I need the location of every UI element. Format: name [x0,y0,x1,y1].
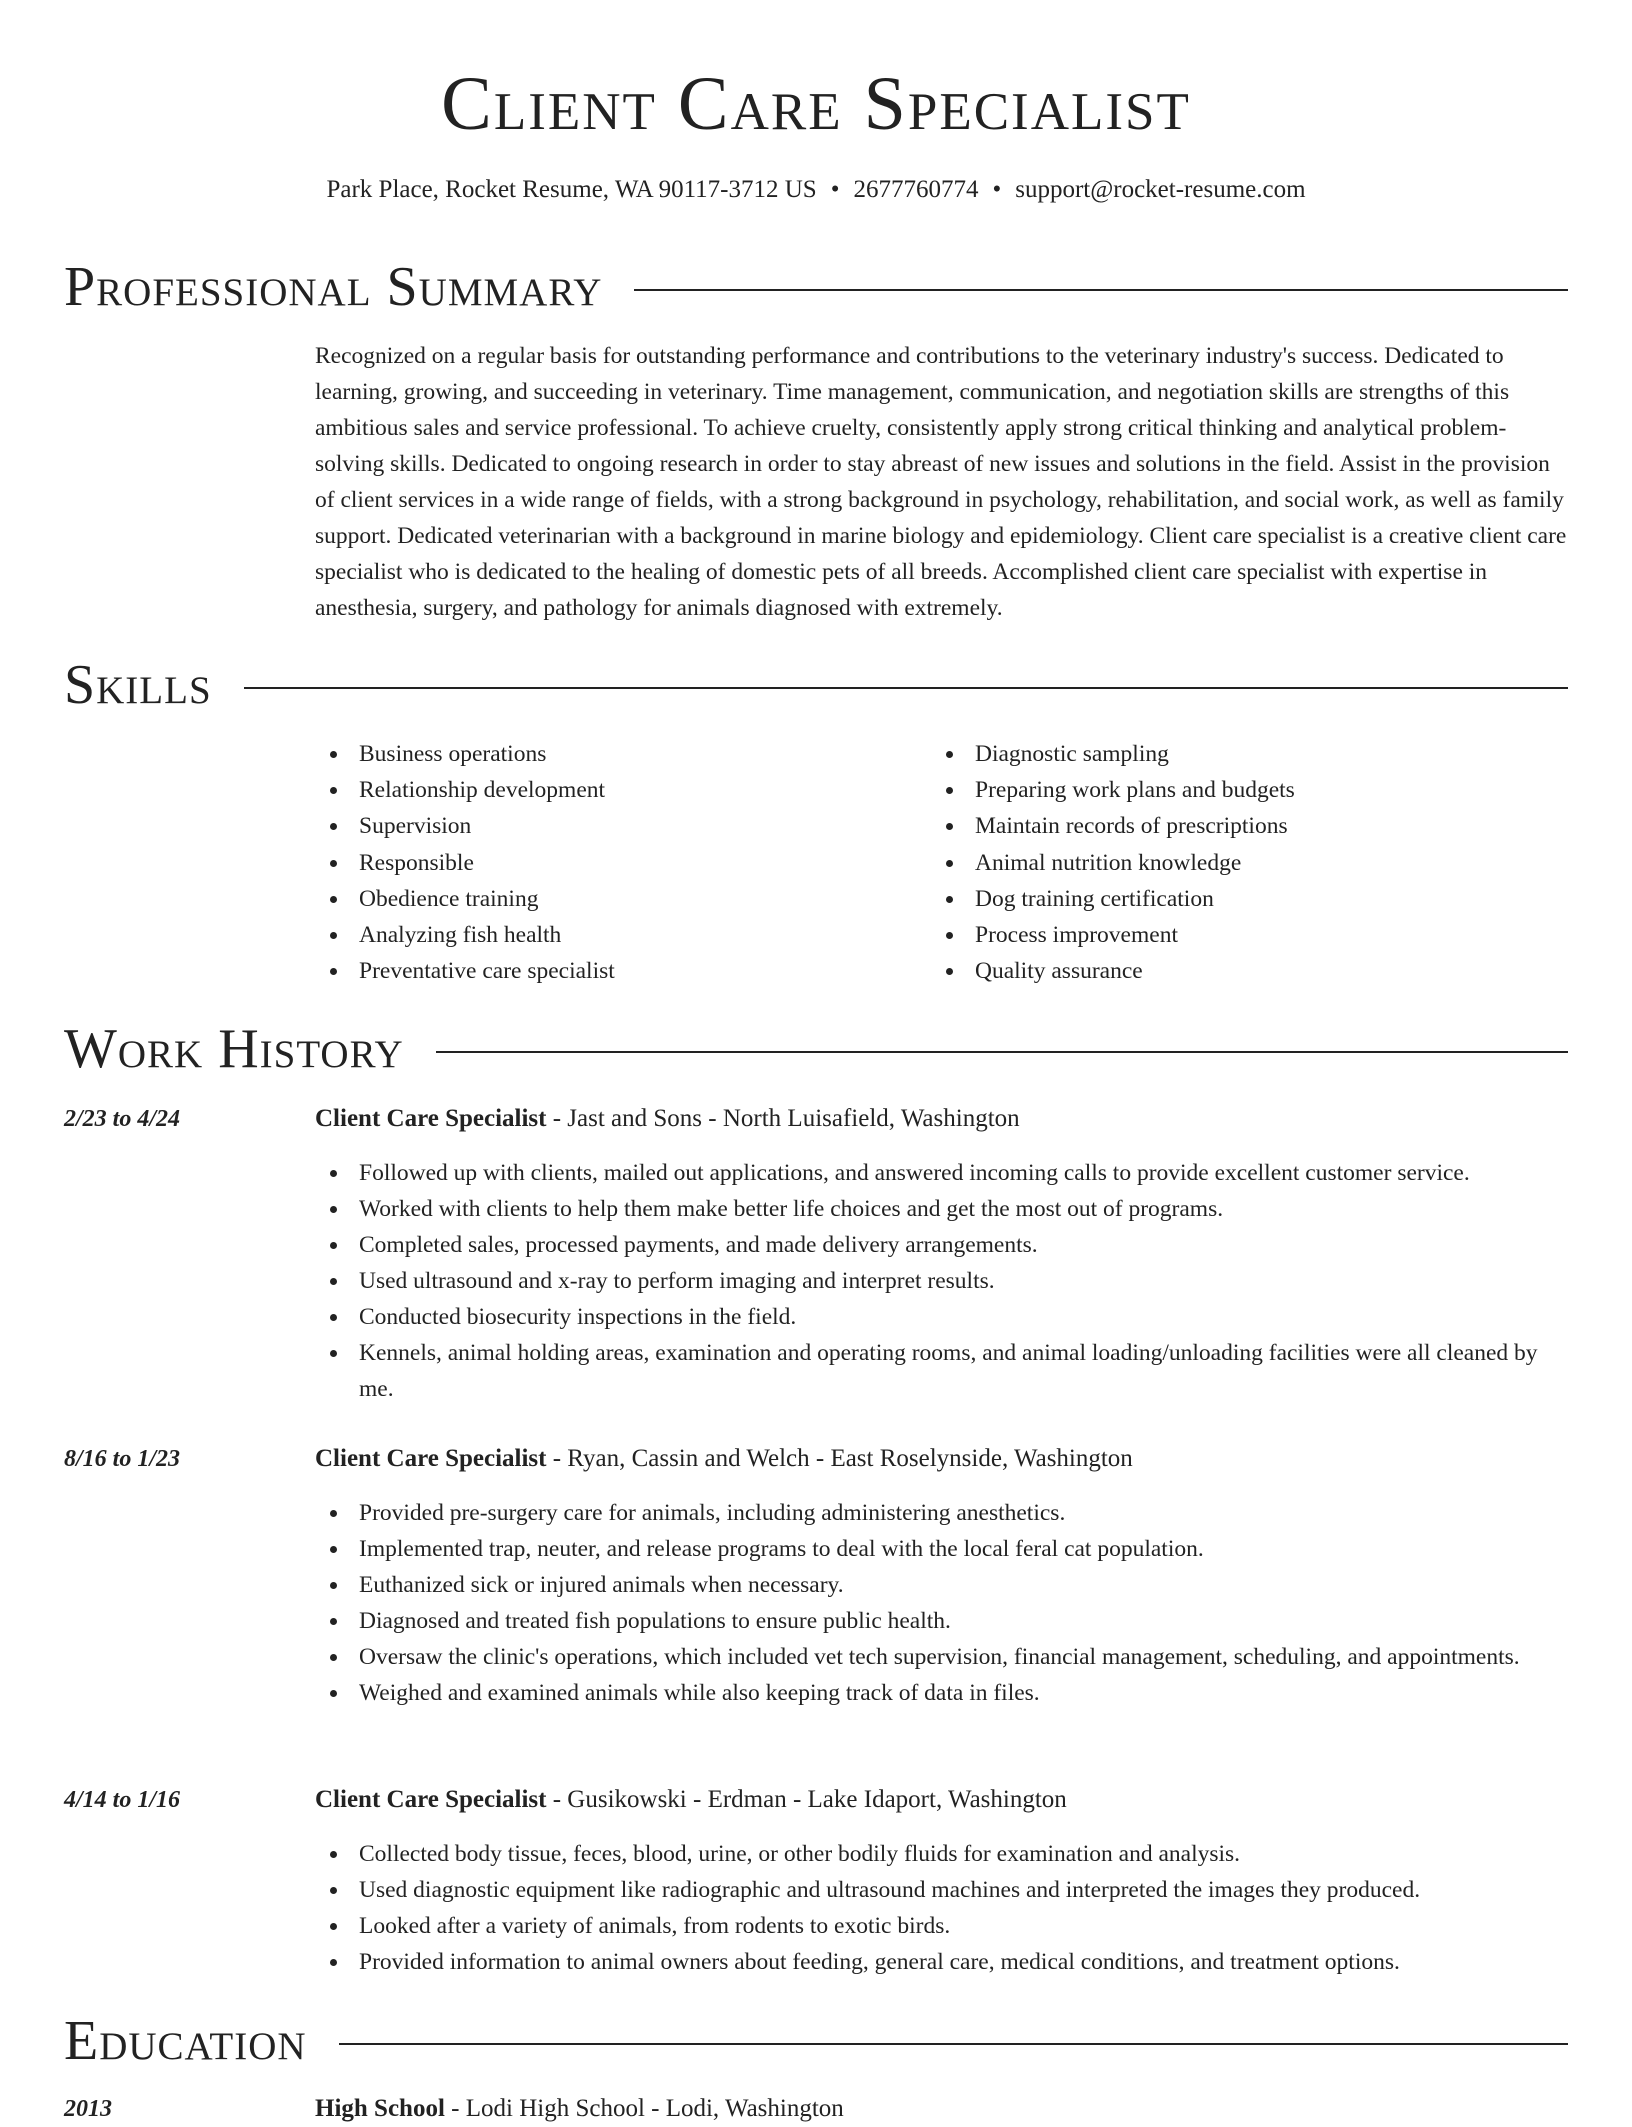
job-bullet: Provided pre-surgery care for animals, including administering anesthetics. [315,1495,1570,1531]
skill-item: Dog training certification [931,881,1571,917]
skill-item: Maintain records of prescriptions [931,808,1571,844]
skill-item: Supervision [315,808,895,844]
skill-item: Quality assurance [931,953,1571,989]
job-header [315,1101,1570,1137]
section-divider [634,289,1568,291]
job-header [315,1782,1570,1818]
summary-section-header [64,252,1568,322]
job-header [315,1441,1570,1477]
job-bullets [315,1495,1570,1711]
job-bullet: Weighed and examined animals while also keeping track of data in files. [315,1675,1570,1711]
job-dates: 2/23 to 4/24 [64,1106,181,1132]
skill-item: Preventative care specialist [315,953,895,989]
job-bullet: Looked after a variety of animals, from rodents to exotic birds. [315,1908,1570,1944]
job-company: - Gusikowski - Erdman - Lake Idaport, Washington [546,1786,1067,1813]
skill-item: Relationship development [315,772,895,808]
job-bullet: Conducted biosecurity inspections in the field. [315,1299,1570,1335]
contact-phone: 2677760774 [853,176,979,203]
job-title: Client Care Specialist [315,1105,547,1132]
job-bullet: Kennels, animal holding areas, examination and operating rooms, and animal loading/unloading facilities were all cleaned by me. [315,1335,1570,1407]
job-bullet: Oversaw the clinic's operations, which included vet tech supervision, financial management, scheduling, and appointments. [315,1639,1570,1675]
job-bullet: Used ultrasound and x-ray to perform imaging and interpret results. [315,1263,1570,1299]
section-divider [339,2043,1568,2045]
job-bullet: Diagnosed and treated fish populations to ensure public health. [315,1603,1570,1639]
job-bullet: Provided information to animal owners about feeding, general care, medical conditions, and treatment options. [315,1944,1570,1980]
skill-item: Obedience training [315,881,895,917]
summary-text: Recognized on a regular basis for outstanding performance and contributions to the veterinary industry's success. Dedicated to learning, growing, and succeeding in veterinary. Time management, communication, and negotiation skills are strengths of this ambitious sales and service professional. To achieve cruelty, consistently apply strong critical thinking and analytical problem-solving skills. Dedicated to ongoing research in order to stay abreast of new issues and solutions in the field. Assist in the provision of client services in a wide range of fields, with a strong background in psychology, rehabilitation, and social work, as well as family support. Dedicated veterinarian with a background in marine biology and epidemiology. Client care specialist is a creative client care specialist who is dedicated to the healing of domestic pets of all breeds. Accomplished client care specialist with expertise in anesthesia, surgery, and pathology for animals diagnosed with extremely. [315,343,1567,621]
education-school: - Lodi High School - Lodi, Washington [444,2095,844,2122]
job-bullet: Euthanized sick or injured animals when necessary. [315,1567,1570,1603]
job-bullets [315,1836,1570,1980]
job-bullets [315,1155,1570,1407]
job-company: - Jast and Sons - North Luisafield, Washington [546,1105,1020,1132]
skill-item: Diagnostic sampling [931,736,1571,772]
skill-item: Business operations [315,736,895,772]
skills-list-right [931,736,1571,989]
education-header [315,2091,1570,2127]
skills-list-left [315,736,895,989]
job-dates: 8/16 to 1/23 [64,1446,181,1472]
summary-heading: Professional Summary [64,256,603,318]
education-section-header [64,2006,1568,2076]
contact-line [0,172,1632,208]
job-bullet: Used diagnostic equipment like radiographic and ultrasound machines and interpreted the images they produced. [315,1872,1570,1908]
job-bullet: Collected body tissue, feces, blood, urine, or other bodily fluids for examination and analysis. [315,1836,1570,1872]
job-dates: 4/14 to 1/16 [64,1787,181,1813]
contact-separator: • [992,176,1002,203]
job-bullet: Implemented trap, neuter, and release programs to deal with the local feral cat population. [315,1531,1570,1567]
job-company: - Ryan, Cassin and Welch - East Roselynside, Washington [546,1445,1133,1472]
job-bullet: Completed sales, processed payments, and made delivery arrangements. [315,1227,1570,1263]
education-date: 2013 [64,2096,112,2122]
contact-email[interactable]: support@rocket-resume.com [1015,176,1306,203]
job-bullet: Followed up with clients, mailed out applications, and answered incoming calls to provide excellent customer service. [315,1155,1570,1191]
job-title: Client Care Specialist [315,1445,547,1472]
skills-heading: Skills [64,654,212,716]
work-heading: Work History [64,1018,404,1080]
skills-section-header [64,650,1568,720]
work-section-header [64,1014,1568,1084]
skill-item: Animal nutrition knowledge [931,845,1571,881]
section-divider [244,687,1568,689]
skill-item: Process improvement [931,917,1571,953]
contact-address: Park Place, Rocket Resume, WA 90117-3712 US [326,176,817,203]
job-bullet: Worked with clients to help them make better life choices and get the most out of programs. [315,1191,1570,1227]
education-heading: Education [64,2010,307,2072]
skill-item: Responsible [315,845,895,881]
skill-item: Preparing work plans and budgets [931,772,1571,808]
skill-item: Analyzing fish health [315,917,895,953]
section-divider [436,1051,1568,1053]
contact-separator: • [830,176,840,203]
candidate-name: Client Care Specialist [441,62,1191,146]
education-degree: High School [315,2095,445,2122]
job-title: Client Care Specialist [315,1786,547,1813]
